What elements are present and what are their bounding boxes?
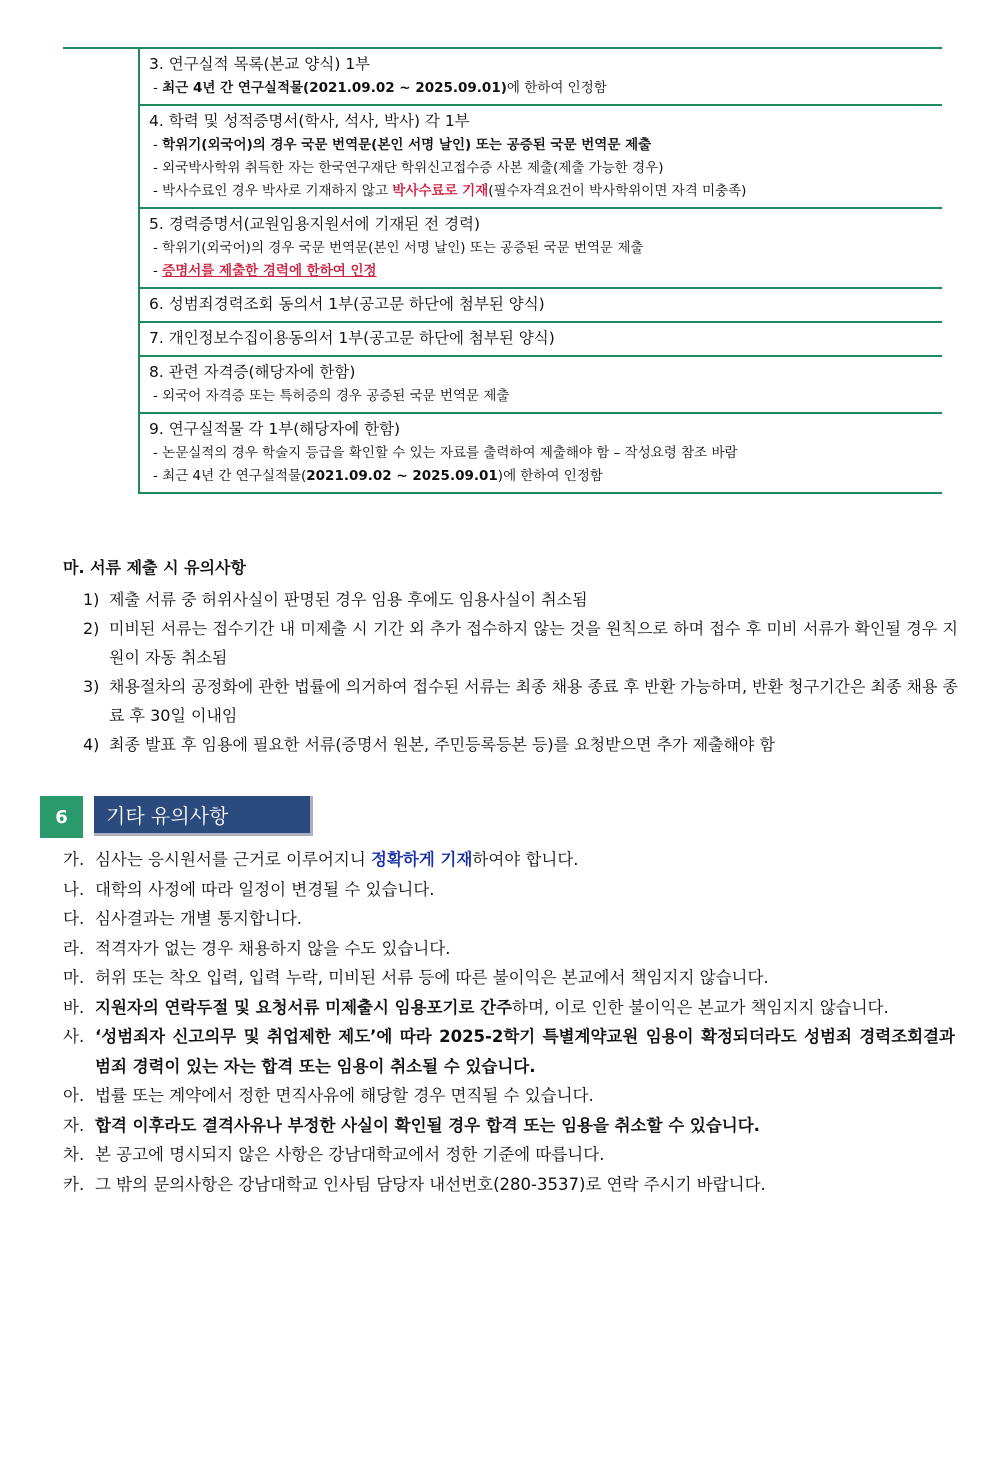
list-number: 1) — [83, 590, 100, 609]
list-number: 3) — [83, 677, 100, 696]
section-number-badge: 6 — [40, 796, 83, 838]
list-label: 차. — [63, 1145, 85, 1164]
doc-item-title: 3. 연구실적 목록(본교 양식) 1부 — [149, 55, 371, 73]
list-label: 다. — [63, 909, 85, 928]
list-text: 제출 서류 중 허위사실이 판명된 경우 임용 후에도 임용사실이 취소됨 — [109, 590, 588, 609]
section-title: 기타 유의사항 — [94, 796, 313, 836]
doc-row-6 — [63, 288, 942, 322]
doc-row-5 — [63, 208, 942, 288]
doc-item-note: - 외국어 자격증 또는 특허증의 경우 공증된 국문 번역문 제출 — [153, 388, 510, 404]
list-label: 마. — [63, 968, 85, 987]
list-item: 사. ‘성범죄자 신고의무 및 취업제한 제도’에 따라 2025-2학기 특별계약교원 임용이 확정되더라도 성범죄 경력조회결과 범죄 경력이 있는 자는 합격 또는 임용이 취소될 수 있습니다. — [63, 1022, 955, 1081]
doc-item-note: - 학위기(외국어)의 경우 국문 번역문(본인 서명 날인) 또는 공증된 국문 번역문 제출 — [153, 240, 644, 256]
doc-item-note: - 외국박사학위 취득한 자는 한국연구재단 학위신고접수증 사본 제출(제출 가능한 경우) — [153, 160, 664, 176]
list-item: 바. 지원자의 연락두절 및 요청서류 미제출시 임용포기로 간주하며, 이로 인한 불이익은 본교가 책임지지 않습니다. — [63, 993, 955, 1023]
submission-notes-list — [63, 585, 958, 759]
doc-row-8 — [63, 356, 942, 413]
doc-row-3 — [63, 48, 942, 105]
doc-item-title: 5. 경력증명서(교원임용지원서에 기재된 전 경력) — [149, 215, 481, 233]
list-item: 나. 대학의 사정에 따라 일정이 변경될 수 있습니다. — [63, 875, 955, 905]
list-text: 미비된 서류는 접수기간 내 미제출 시 기간 외 추가 접수하지 않는 것을 원칙으로 하며 접수 후 미비 서류가 확인될 경우 지원이 자동 취소됨 — [109, 619, 958, 667]
doc-item-note: - 최근 4년 간 연구실적물(2021.09.02 ~ 2025.09.01)에 한하여 인정함 — [153, 468, 603, 484]
table-left-column — [63, 48, 139, 493]
list-item: 마. 허위 또는 착오 입력, 입력 누락, 미비된 서류 등에 따른 불이익은 본교에서 책임지지 않습니다. — [63, 963, 955, 993]
list-label: 바. — [63, 997, 85, 1017]
list-number: 4) — [83, 735, 100, 754]
list-item — [63, 585, 958, 614]
doc-item-note: - 최근 4년 간 연구실적물(2021.09.02 ~ 2025.09.01)에 한하여 인정함 — [153, 80, 607, 96]
doc-item-title: 8. 관련 자격증(해당자에 한함) — [149, 363, 356, 381]
list-item: 카. 그 밖의 문의사항은 강남대학교 인사팀 담당자 내선번호(280-3537)로 연락 주시기 바랍니다. — [63, 1170, 955, 1200]
list-item: 가. 심사는 응시원서를 근거로 이루어지니 정확하게 기재하여야 합니다. — [63, 845, 955, 875]
list-label: 아. — [63, 1086, 85, 1105]
list-number: 2) — [83, 619, 100, 638]
list-label: 나. — [63, 879, 85, 899]
list-item — [63, 614, 958, 672]
list-item: 차. 본 공고에 명시되지 않은 사항은 강남대학교에서 정한 기준에 따릅니다. — [63, 1140, 955, 1170]
list-label: 라. — [63, 938, 85, 958]
list-item: 라. 적격자가 없는 경우 채용하지 않을 수도 있습니다. — [63, 934, 955, 964]
submission-notes-section — [63, 557, 958, 759]
section-heading: 마. 서류 제출 시 유의사항 — [63, 558, 246, 577]
doc-row-4 — [63, 105, 942, 208]
list-item: 아. 법률 또는 계약에서 정한 면직사유에 해당할 경우 면직될 수 있습니다. — [63, 1081, 955, 1111]
list-item: 다. 심사결과는 개별 통지합니다. — [63, 904, 955, 934]
doc-item-title: 6. 성범죄경력조회 동의서 1부(공고문 하단에 첨부된 양식) — [149, 295, 545, 313]
list-item: 자. 합격 이후라도 결격사유나 부정한 사실이 확인될 경우 합격 또는 임용을 취소할 수 있습니다. — [63, 1111, 955, 1141]
list-label: 자. — [63, 1115, 85, 1135]
doc-item-title: 9. 연구실적물 각 1부(해당자에 한함) — [149, 420, 401, 438]
doc-item-title: 4. 학력 및 성적증명서(학사, 석사, 박사) 각 1부 — [149, 112, 470, 130]
list-text: 최종 발표 후 임용에 필요한 서류(증명서 원본, 주민등록등본 등)를 요청받으면 추가 제출해야 함 — [109, 735, 775, 754]
doc-item-note: - 박사수료인 경우 박사로 기재하지 않고 박사수료로 기재(필수자격요건이 박사학위이면 자격 미충족) — [153, 183, 747, 199]
other-notes-list — [63, 845, 955, 1199]
list-label: 사. — [63, 1027, 85, 1046]
list-text: 채용절차의 공정화에 관한 법률에 의거하여 접수된 서류는 최종 채용 종료 후 반환 가능하며, 반환 청구기간은 최종 채용 종료 후 30일 이내임 — [109, 677, 958, 725]
list-item — [63, 672, 958, 730]
doc-item-note: - 논문실적의 경우 학술지 등급을 확인할 수 있는 자료를 출력하여 제출해야 함 – 작성요령 참조 바람 — [153, 445, 738, 461]
doc-row-7 — [63, 322, 942, 356]
list-label: 가. — [63, 850, 85, 869]
doc-item-title: 7. 개인정보수집이용동의서 1부(공고문 하단에 첨부된 양식) — [149, 329, 555, 347]
required-documents-table — [63, 47, 942, 494]
list-item — [63, 730, 958, 759]
doc-row-9 — [63, 413, 942, 493]
doc-item-note: - 증명서를 제출한 경력에 한하여 인정 — [153, 263, 377, 279]
list-label: 카. — [63, 1174, 85, 1194]
doc-item-note: - 학위기(외국어)의 경우 국문 번역문(본인 서명 날인) 또는 공증된 국문 번역문 제출 — [153, 137, 652, 153]
